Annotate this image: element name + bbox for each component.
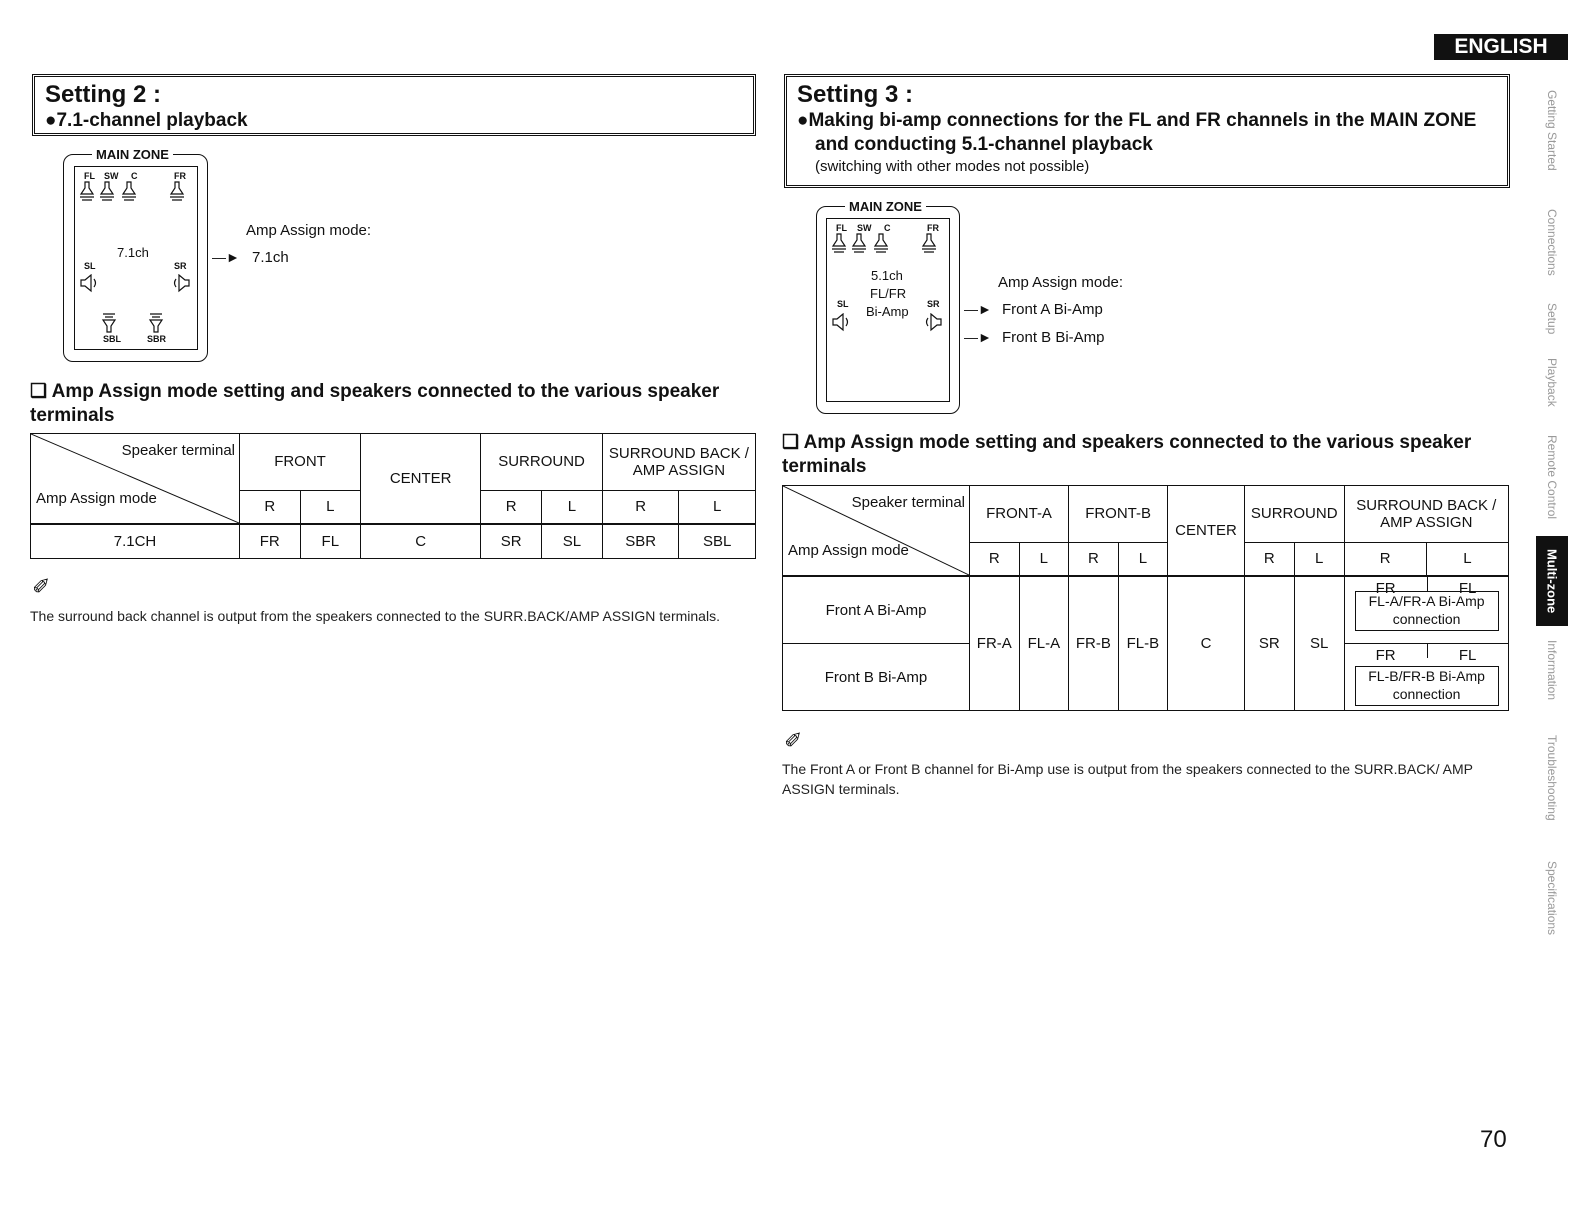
col-surround-back: SURROUND BACK / AMP ASSIGN xyxy=(602,434,755,491)
row-label-front-b: Front B Bi-Amp xyxy=(783,644,970,711)
side-speakers-icon xyxy=(79,274,191,294)
sl-label: SL xyxy=(84,261,96,271)
col-l: L xyxy=(1294,542,1344,576)
sbl-label: SBL xyxy=(103,334,121,344)
biamp-label: Bi-Amp xyxy=(866,304,909,319)
col-front: FRONT xyxy=(240,434,361,491)
col-l: L xyxy=(679,490,756,524)
corner-bottom-label: Amp Assign mode xyxy=(788,542,909,559)
setting2-header xyxy=(32,74,756,136)
amp-assign-label: Amp Assign mode: xyxy=(998,274,1124,291)
sbr-label: SBR xyxy=(147,334,167,344)
setting2-table xyxy=(30,433,756,559)
cell: SBR xyxy=(602,524,679,558)
setting3-title: Setting 3 : xyxy=(797,81,914,108)
col-r: R xyxy=(1344,542,1426,576)
tab-troubleshooting[interactable] xyxy=(1536,714,1568,842)
pencil-icon: ✐ xyxy=(784,728,803,753)
tab-connections[interactable] xyxy=(1536,192,1568,292)
col-r: R xyxy=(240,490,301,524)
tab-label: Getting Started xyxy=(1545,89,1559,171)
zone-label: MAIN ZONE xyxy=(92,147,173,162)
tab-label: Information xyxy=(1545,639,1559,701)
setting3-subtitle: ●Making bi-amp connections for the FL and FR channels in the MAIN ZONE and conducting 5.1-channel playback xyxy=(797,110,1477,155)
setting2-subtitle: ●7.1-channel playback xyxy=(45,110,248,131)
col-center: CENTER xyxy=(361,434,481,525)
channels-label: 7.1ch xyxy=(117,245,149,260)
language-badge: ENGLISH xyxy=(1434,34,1568,60)
tab-label: Specifications xyxy=(1545,860,1559,936)
tab-label: Troubleshooting xyxy=(1545,735,1559,821)
cell: C xyxy=(361,524,481,558)
arrow-icon: —► xyxy=(212,249,240,265)
back-speakers-icon xyxy=(100,312,170,334)
c-label: C xyxy=(884,223,891,233)
setting3-section-title: ❑ Amp Assign mode setting and speakers connected to the various speaker terminals xyxy=(782,432,1472,477)
corner-top-label: Speaker terminal xyxy=(121,442,235,459)
sr-label: SR xyxy=(927,299,940,309)
sl-label: SL xyxy=(837,299,849,309)
tab-playback[interactable] xyxy=(1536,346,1568,418)
cell: FR-A xyxy=(970,576,1020,711)
col-r: R xyxy=(481,490,542,524)
setting3-subnote: (switching with other modes not possible) xyxy=(815,158,1090,175)
fl-label: FL xyxy=(84,171,95,181)
tab-specifications[interactable] xyxy=(1536,844,1568,952)
col-surround: SURROUND xyxy=(481,434,603,491)
sr-label: SR xyxy=(174,261,187,271)
corner-bottom-label: Amp Assign mode xyxy=(36,490,157,507)
sb-l: FL xyxy=(1458,647,1477,664)
setting2-section-title: ❑ Amp Assign mode setting and speakers connected to the various speaker terminals xyxy=(30,381,720,426)
fr-label: FR xyxy=(927,223,939,233)
col-l: L xyxy=(542,490,603,524)
page-number: 70 xyxy=(1480,1126,1507,1153)
col-l: L xyxy=(300,490,361,524)
zone-label: MAIN ZONE xyxy=(845,199,926,214)
arrow-icon: —► xyxy=(964,301,992,317)
front-speakers-icon xyxy=(79,180,189,204)
tab-label: Connections xyxy=(1545,208,1559,276)
col-front-a: FRONT-A xyxy=(970,486,1069,543)
fr-label: FR xyxy=(174,171,186,181)
col-r: R xyxy=(602,490,679,524)
cell: SR xyxy=(481,524,542,558)
tab-label: Remote Control xyxy=(1545,434,1559,520)
table-corner xyxy=(31,434,240,525)
corner-top-label: Speaker terminal xyxy=(851,494,965,511)
flfr-label: FL/FR xyxy=(870,286,907,301)
cell: FR-B xyxy=(1069,576,1119,711)
col-surround-back: SURROUND BACK / AMP ASSIGN xyxy=(1344,486,1508,543)
cell: C xyxy=(1168,576,1245,711)
sb-cell-front-b xyxy=(1344,644,1508,711)
cell: FL-A xyxy=(1019,576,1069,711)
sb-cell-front-a xyxy=(1344,576,1508,644)
c-label: C xyxy=(131,171,138,181)
setting3-note: The Front A or Front B channel for Bi-Amp use is output from the speakers connected to the SURR.BACK/ AMP ASSIGN terminals. xyxy=(782,761,1473,797)
col-r: R xyxy=(1069,542,1119,576)
cell: SL xyxy=(542,524,603,558)
setting2-title: Setting 2 : xyxy=(45,81,162,108)
setting3-header xyxy=(784,74,1510,188)
tab-label: Setup xyxy=(1545,303,1559,335)
cell: FL-B xyxy=(1118,576,1168,711)
fl-label: FL xyxy=(836,223,847,233)
tab-information[interactable] xyxy=(1536,628,1568,712)
tab-remote-control[interactable] xyxy=(1536,420,1568,534)
row-label: 7.1CH xyxy=(31,524,240,558)
cell: FL xyxy=(300,524,361,558)
col-front-b: FRONT-B xyxy=(1069,486,1168,543)
option-front-a: Front A Bi-Amp xyxy=(1002,301,1103,318)
cell: SBL xyxy=(679,524,756,558)
setting3-table xyxy=(782,485,1509,711)
col-center: CENTER xyxy=(1168,486,1245,577)
col-surround: SURROUND xyxy=(1244,486,1344,543)
biamp-connection-b: FL-B/FR-B Bi-Amp connection xyxy=(1355,666,1499,706)
cell: FR xyxy=(240,524,301,558)
sb-r: FR xyxy=(1375,647,1396,664)
tab-multi-zone[interactable] xyxy=(1536,536,1568,626)
option-front-b: Front B Bi-Amp xyxy=(1002,329,1105,346)
sb-l: FL xyxy=(1458,580,1477,597)
side-speakers-icon xyxy=(831,313,943,333)
sw-label: SW xyxy=(104,171,119,181)
tab-getting-started[interactable] xyxy=(1536,70,1568,190)
sb-r: FR xyxy=(1375,580,1396,597)
col-r: R xyxy=(1244,542,1294,576)
table-corner xyxy=(783,486,970,577)
arrow-icon: —► xyxy=(964,329,992,345)
col-l: L xyxy=(1019,542,1069,576)
amp-assign-label: Amp Assign mode: xyxy=(246,222,372,239)
col-l: L xyxy=(1426,542,1508,576)
pencil-icon: ✐ xyxy=(32,574,51,599)
tab-label: Multi-zone xyxy=(1544,548,1560,614)
col-r: R xyxy=(970,542,1020,576)
col-l: L xyxy=(1118,542,1168,576)
setting2-note: The surround back channel is output from the speakers connected to the SURR.BACK/AMP ASSIGN terminals. xyxy=(30,608,720,624)
cell: SL xyxy=(1294,576,1344,711)
sw-label: SW xyxy=(857,223,872,233)
cell: SR xyxy=(1244,576,1294,711)
tab-label: Playback xyxy=(1545,357,1559,407)
tab-setup[interactable] xyxy=(1536,294,1568,344)
channels-label: 5.1ch xyxy=(871,268,903,283)
row-label-front-a: Front A Bi-Amp xyxy=(783,576,970,644)
amp-assign-value: 7.1ch xyxy=(252,249,289,266)
front-speakers-icon xyxy=(831,232,941,256)
biamp-connection-a: FL-A/FR-A Bi-Amp connection xyxy=(1355,591,1499,631)
